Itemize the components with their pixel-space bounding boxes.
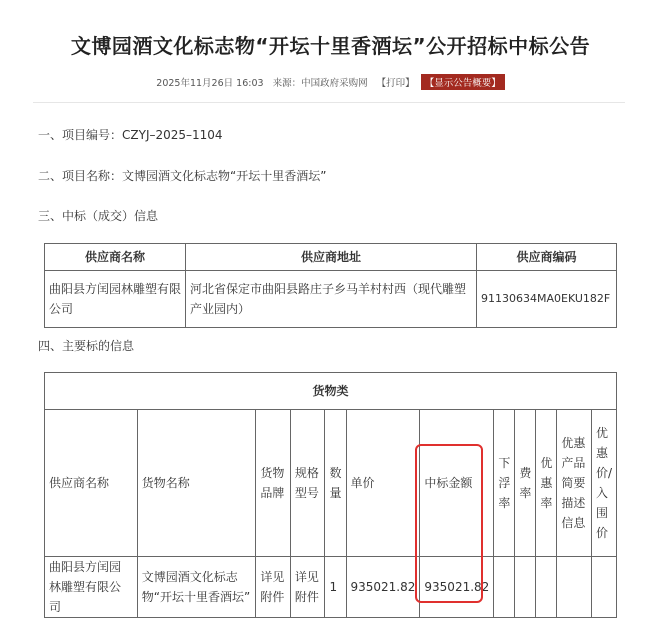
supplier-name-cell: 曲阳县方闰园林雕塑有限公司	[45, 271, 186, 328]
supplier-address-cell: 河北省保定市曲阳县路庄子乡马羊村村西（现代雕塑产业园内）	[186, 271, 477, 328]
goods-spec-cell: 详见附件	[290, 557, 325, 618]
goods-winning-amount-cell: 935021.82	[420, 557, 494, 618]
goods-preferential-price-header: 优惠价/入围价	[591, 410, 616, 557]
print-link[interactable]: 【打印】	[376, 78, 415, 89]
header-divider	[33, 102, 625, 103]
show-summary-button[interactable]: 【显示公告概要】	[421, 74, 505, 90]
supplier-name-header: 供应商名称	[45, 244, 186, 271]
goods-unit-price-cell: 935021.82	[346, 557, 420, 618]
publish-date: 2025年11月26日 16:03	[156, 78, 264, 89]
goods-preferential-rate-cell	[536, 557, 557, 618]
goods-preferential-desc-header: 优惠产品简要描述信息	[557, 410, 592, 557]
goods-name-header: 货物名称	[137, 410, 256, 557]
supplier-address-header: 供应商地址	[186, 244, 477, 271]
goods-discount-rate-header: 下浮率	[494, 410, 515, 557]
goods-preferential-price-cell	[591, 557, 616, 618]
goods-category-header: 货物类	[45, 373, 617, 410]
goods-quantity-cell: 1	[325, 557, 346, 618]
project-number-label: 一、项目编号：	[38, 128, 123, 142]
goods-supplier-cell: 曲阳县方闰园林雕塑有限公司	[45, 557, 138, 618]
project-number-line	[38, 126, 223, 143]
goods-quantity-header: 数量	[325, 410, 346, 557]
goods-winning-amount-header: 中标金额	[420, 410, 494, 557]
notice-meta	[0, 74, 661, 90]
goods-preferential-rate-header: 优惠率	[536, 410, 557, 557]
goods-group-row	[45, 373, 617, 410]
goods-header-row	[45, 410, 617, 557]
goods-unit-price-header: 单价	[346, 410, 420, 557]
source-label: 来源：中国政府采购网	[272, 78, 368, 89]
goods-table	[44, 372, 617, 618]
project-name-label: 二、项目名称：	[38, 169, 123, 183]
goods-spec-header: 规格型号	[290, 410, 325, 557]
goods-discount-rate-cell	[494, 557, 515, 618]
notice-title: 文博园酒文化标志物“开坛十里香酒坛”公开招标中标公告	[70, 34, 591, 58]
supplier-table	[44, 243, 617, 328]
project-number-value: CZYJ–2025–1104	[122, 128, 223, 142]
project-name-line	[38, 167, 326, 184]
table-row	[45, 557, 617, 618]
supplier-code-header: 供应商编码	[477, 244, 617, 271]
winning-amount-highlight-box	[415, 444, 483, 603]
main-subject-heading: 四、主要标的信息	[38, 339, 135, 353]
goods-name-cell: 文博园酒文化标志物“开坛十里香酒坛”	[137, 557, 256, 618]
supplier-table-header-row	[45, 244, 617, 271]
table-row	[45, 271, 617, 328]
winner-info-heading: 三、中标（成交）信息	[38, 209, 159, 223]
goods-brand-header: 货物品牌	[256, 410, 291, 557]
goods-supplier-header: 供应商名称	[45, 410, 138, 557]
goods-fee-rate-cell	[515, 557, 536, 618]
goods-fee-rate-header: 费率	[515, 410, 536, 557]
supplier-code-cell: 91130634MA0EKU182F	[477, 271, 617, 328]
project-name-value: 文博园酒文化标志物“开坛十里香酒坛”	[122, 169, 327, 183]
goods-brand-cell: 详见附件	[256, 557, 291, 618]
goods-preferential-desc-cell	[557, 557, 592, 618]
